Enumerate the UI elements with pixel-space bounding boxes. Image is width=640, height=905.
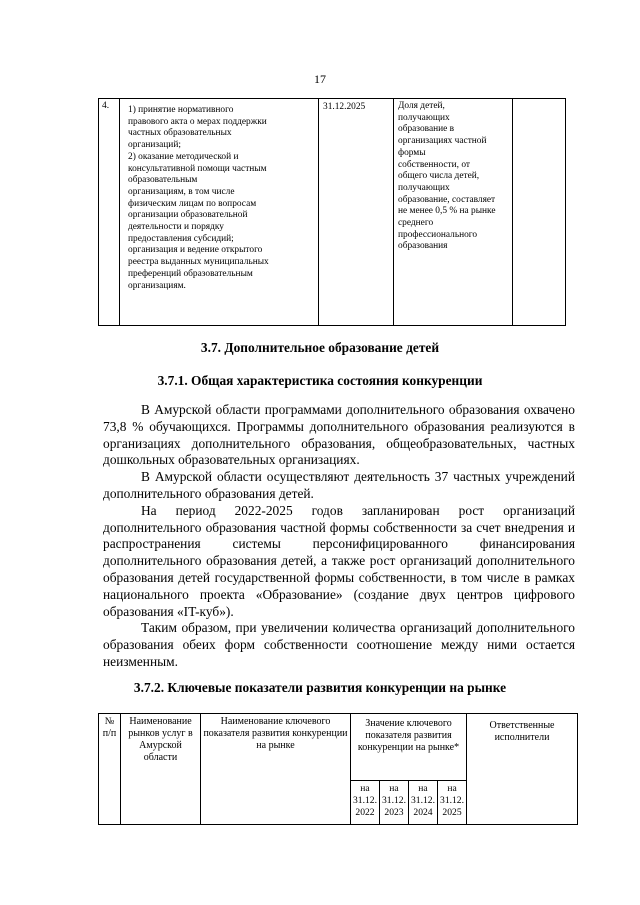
measures-line: организаций; <box>128 140 181 151</box>
indicator-line: образование, составляет <box>398 194 496 205</box>
table-row <box>99 99 566 326</box>
measures-line: организация и ведение открытого <box>128 245 263 256</box>
measures-cell <box>120 99 319 326</box>
table-header-row <box>99 714 578 781</box>
year-date: 31.12. <box>440 795 464 806</box>
measures-table <box>98 98 566 326</box>
measures-line: 1) принятие нормативного <box>128 105 234 115</box>
indicator-line: получающих <box>398 112 450 123</box>
measures-line: 2) оказание методической и <box>128 151 239 162</box>
year-prefix: на <box>389 783 399 794</box>
year-value: 2024 <box>413 807 433 818</box>
indicator-line: образования <box>398 241 448 252</box>
page-number: 17 <box>314 72 326 86</box>
measures-line: частных образовательных <box>128 128 232 139</box>
indicator-line: формы <box>398 147 426 158</box>
paragraph: В Амурской области программами дополнительного образования охвачено 73,8 % обучающихся. Программы дополнительного образования реализуются в организациях дополнительного образования, общеобразовательных, частных дошкольных образовательных организациях. <box>103 402 575 468</box>
year-prefix: на <box>447 783 457 794</box>
deadline-cell: 31.12.2025 <box>319 99 394 326</box>
year-value: 2025 <box>442 807 462 818</box>
measures-line: организации образовательной <box>128 210 248 221</box>
measures-line: преференций образовательным <box>128 268 253 279</box>
year-date: 31.12. <box>353 795 377 806</box>
year-header <box>438 781 467 825</box>
executors-cell <box>513 99 566 326</box>
header-indicator-name: Наименование ключевого показателя развития конкуренции на рынке <box>201 714 351 825</box>
year-date: 31.12. <box>411 795 435 806</box>
year-header <box>351 781 380 825</box>
row-number: 4. <box>99 99 120 326</box>
paragraph: В Амурской области осуществляют деятельность 37 частных учреждений дополнительного образования детей. <box>103 469 575 501</box>
indicator-cell <box>394 99 513 326</box>
year-prefix: на <box>360 783 370 794</box>
indicator-line: не менее 0,5 % на рынке <box>398 206 496 217</box>
measures-line: правового акта о мерах поддержки <box>128 116 267 127</box>
subheading-competition-state: 3.7.1. Общая характеристика состояния конкуренции <box>157 373 483 388</box>
year-header <box>409 781 438 825</box>
paragraph: Таким образом, при увеличении количества организаций дополнительного образования обеих форм собственности соотношение между ними остается неизменным. <box>103 620 575 669</box>
measures-line: деятельности и порядку <box>128 222 224 233</box>
subheading-key-indicators: 3.7.2. Ключевые показатели развития конкуренции на рынке <box>133 680 507 695</box>
indicator-line: организациях частной <box>398 136 487 147</box>
indicator-line: Доля детей, <box>398 101 445 111</box>
body-text <box>103 402 575 671</box>
year-prefix: на <box>418 783 428 794</box>
year-value: 2023 <box>384 807 404 818</box>
key-indicators-table <box>98 713 578 825</box>
year-date: 31.12. <box>382 795 406 806</box>
measures-line: образовательным <box>128 175 198 186</box>
header-num: № п/п <box>99 714 121 825</box>
measures-line: реестра выданных муниципальных <box>128 257 269 268</box>
measures-line: консультативной помощи частным <box>128 163 267 174</box>
indicator-line: получающих <box>398 182 450 193</box>
year-header <box>380 781 409 825</box>
section-heading: 3.7. Дополнительное образование детей <box>200 340 440 355</box>
header-responsible: Ответственные исполнители <box>467 714 578 825</box>
measures-line: организациям. <box>128 280 186 291</box>
header-markets: Наименование рынков услуг в Амурской области <box>121 714 201 825</box>
indicator-line: среднего <box>398 218 434 229</box>
indicator-line: профессионального <box>398 229 478 240</box>
measures-line: физическим лицам по вопросам <box>128 198 257 209</box>
indicator-line: собственности, от <box>398 159 470 170</box>
header-value: Значение ключевого показателя развития конкуренции на рынке* <box>351 714 467 781</box>
indicator-line: общего числа детей, <box>398 171 480 182</box>
paragraph: На период 2022-2025 годов запланирован рост организаций дополнительного образования частной формы собственности за счет внедрения и распространения системы персонифицированного финансирования дополнительного образования детей, а также рост организаций дополнительного образования детей государственной формы собственности, в том числе в рамках национального проекта «Образование» (создание двух центров цифрового образования «IT-куб»). <box>103 502 575 619</box>
measures-line: предоставления субсидий; <box>128 233 234 244</box>
indicator-line: образование в <box>398 124 455 135</box>
measures-line: организациям, в том числе <box>128 186 235 197</box>
year-value: 2022 <box>355 807 375 818</box>
